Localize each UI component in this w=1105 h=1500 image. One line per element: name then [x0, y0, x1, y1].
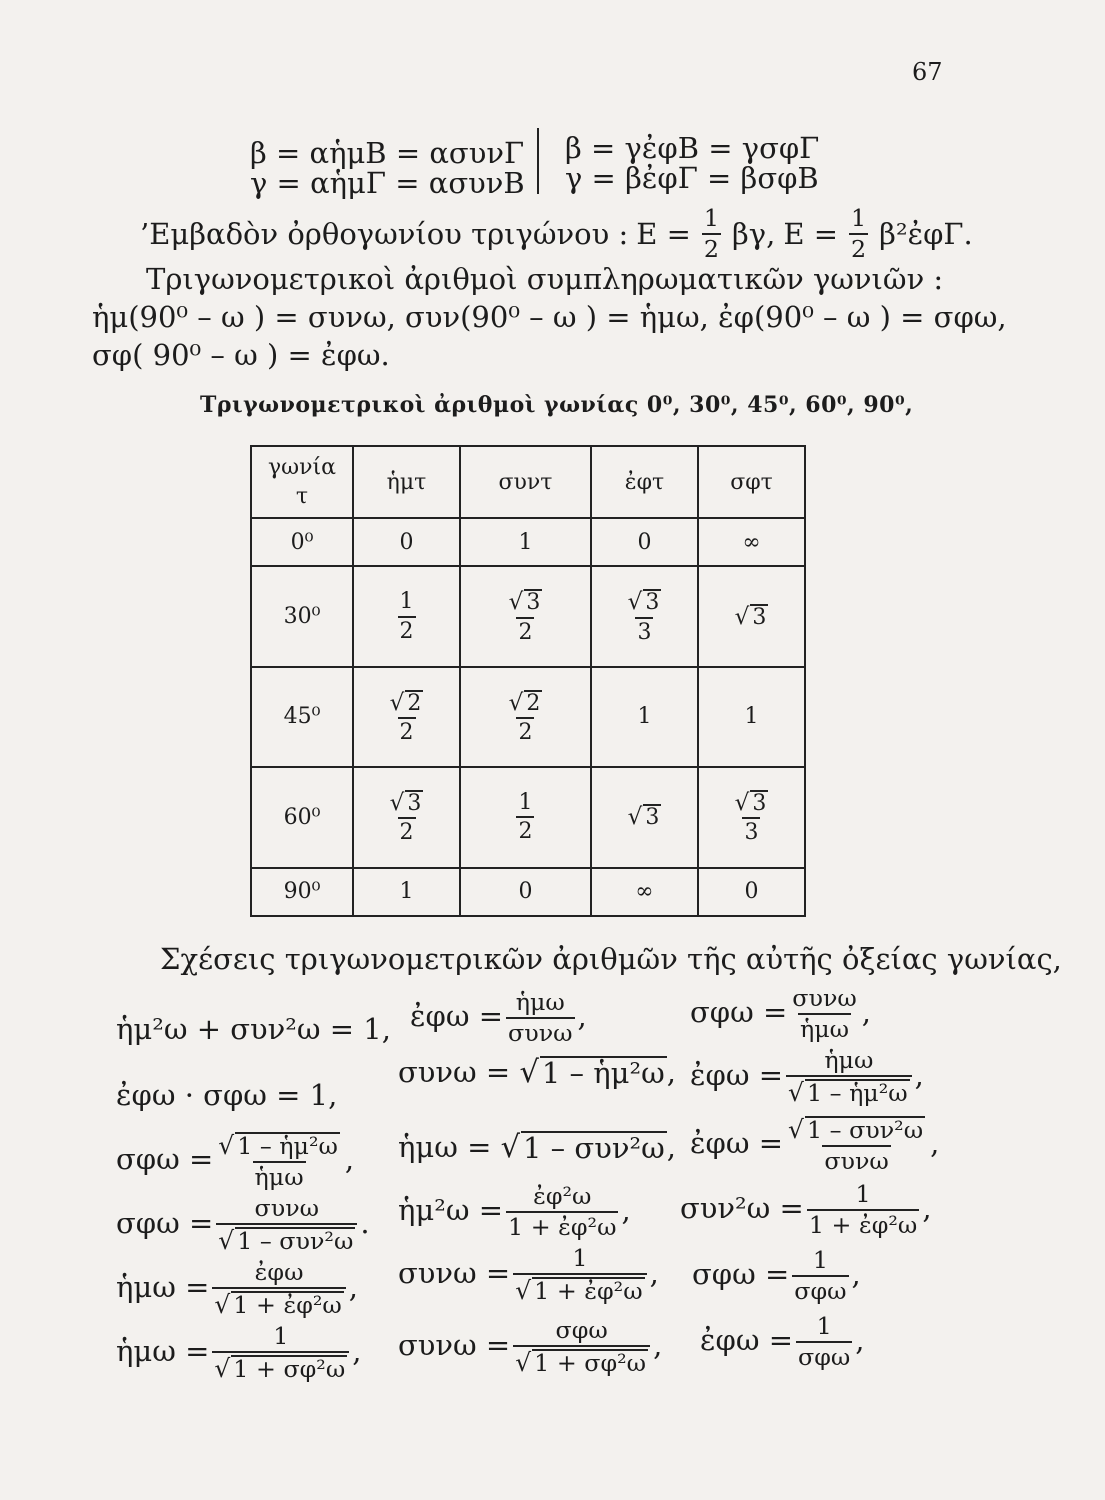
cell-angle: 45⁰ — [251, 667, 353, 767]
relation-right-2: γ = βἐφΓ = βσφΒ — [565, 161, 819, 195]
cos-60-num: 1 — [518, 790, 533, 816]
complementary-line-2: σφ( 90⁰ – ω ) = ἐφω. — [92, 338, 390, 372]
area-f2-rhs: β²ἐφΓ. — [879, 216, 973, 251]
r4b-lhs: ἡμ²ω = — [398, 1192, 504, 1227]
cell-cot: ∞ — [698, 518, 805, 566]
r4b-num: ἐφ²ω — [533, 1182, 592, 1210]
r3c-den: συνω — [824, 1146, 889, 1175]
sin-60-rad: 3 — [407, 791, 422, 817]
r4c-den: 1 + ἐφ²ω — [808, 1210, 918, 1239]
tan-30-rad: 3 — [645, 590, 660, 616]
cos-60-den: 2 — [516, 816, 534, 843]
r3c-rad: 1 – συν²ω — [806, 1116, 924, 1144]
sin-30-den: 2 — [398, 616, 416, 643]
r5c-num: 1 — [812, 1246, 828, 1274]
cell-cot: √ 3 — [698, 566, 805, 666]
r3a-lhs: σφω = — [116, 1141, 214, 1176]
cell-angle: 90⁰ — [251, 868, 353, 916]
complementary-line-1: ἡμ(90⁰ – ω ) = συνω, συν(90⁰ – ω ) = ἡμω, ἐφ(90⁰ – ω ) = σφω, — [92, 300, 1007, 334]
identity-tan-reciprocal — [700, 1314, 865, 1370]
table-header-row — [251, 446, 805, 518]
trig-values-table — [250, 445, 806, 917]
r5a-num: ἐφω — [254, 1258, 304, 1286]
identity-sin2-from-tan — [398, 1184, 631, 1240]
cell-tan: 1 — [591, 667, 698, 767]
r6c-den: σφω — [798, 1342, 851, 1371]
cell-tan: √ 3 — [591, 767, 698, 867]
page-number: 67 — [912, 58, 943, 86]
r4c-end: , — [922, 1190, 932, 1225]
identity-tan-def — [410, 990, 587, 1046]
cot-30-rad: 3 — [752, 604, 767, 630]
area-f1-lhs: Ε = — [636, 216, 691, 251]
identity-sin-from-tan: ἡμω = ἐφω √ 1 + ἐφ²ω , — [116, 1258, 358, 1319]
identity-cos-from-sin: συνω = √ 1 – ἡμ²ω , — [398, 1055, 676, 1091]
table-row — [251, 566, 805, 666]
cot-60-rad: 3 — [752, 791, 767, 817]
area-label: ’Εμβαδὸν ὀρθογωνίου τριγώνου : — [140, 216, 629, 251]
identity-cos-from-tan: συνω = 1 √ 1 + ἐφ²ω , — [398, 1244, 659, 1305]
r6b-num: σφω — [555, 1316, 608, 1344]
cell-sin: √ 2 2 — [353, 667, 460, 767]
r4c-lhs: συν²ω = — [680, 1190, 804, 1225]
r5b-rad: 1 + ἐφ²ω — [534, 1276, 643, 1305]
area-f1-num: 1 — [703, 204, 720, 232]
r5b-num: 1 — [572, 1244, 588, 1272]
cell-cos: √ 2 2 — [460, 667, 591, 767]
r6a-num: 1 — [273, 1322, 289, 1350]
r2b-rad: 1 – ἡμ²ω — [541, 1056, 665, 1091]
header-angle-bottom: τ — [295, 484, 309, 509]
r5c-end: , — [851, 1256, 861, 1291]
r6c-lhs: ἐφω = — [700, 1322, 794, 1357]
identity-sin-from-cos: ἡμω = √ 1 – συν²ω , — [398, 1130, 676, 1166]
r4a-rad: 1 – συν²ω — [237, 1226, 354, 1255]
tan-30-den: 3 — [635, 617, 653, 644]
cell-cot: 0 — [698, 868, 805, 916]
tan-60-rad: 3 — [645, 805, 660, 831]
sin-60-den: 2 — [398, 817, 416, 844]
r3b-rad: 1 – συν²ω — [523, 1131, 665, 1166]
relation-left-1: β = αἡμΒ = ασυνΓ — [250, 136, 525, 170]
relation-left-2: γ = αἡμΓ = ασυνΒ — [250, 166, 525, 200]
table-title: Τριγωνομετρικοὶ ἀριθμοὶ γωνίας 0⁰, 30⁰, 45⁰, 60⁰, 90⁰, — [200, 392, 914, 418]
sin-45-rad: 2 — [407, 690, 422, 716]
header-cos: συντ — [460, 446, 591, 518]
header-sin: ἡμτ — [353, 446, 460, 518]
header-tan: ἐφτ — [591, 446, 698, 518]
cell-cos: √ 3 2 — [460, 566, 591, 666]
area-f2-fraction — [849, 206, 868, 262]
area-f1-den: 2 — [703, 234, 720, 263]
r6c-num: 1 — [816, 1312, 832, 1340]
r6b-lhs: συνω = — [398, 1327, 511, 1362]
header-cot: σφτ — [698, 446, 805, 518]
r1b-lhs: ἐφω = — [410, 998, 504, 1033]
r2c-lhs: ἐφω = — [690, 1057, 784, 1092]
r6a-lhs: ἡμω = — [116, 1333, 210, 1368]
sin-30-num: 1 — [399, 589, 414, 615]
cell-angle: 60⁰ — [251, 767, 353, 867]
r6a-end: , — [352, 1333, 362, 1368]
r4c-num: 1 — [855, 1180, 871, 1208]
r1c-lhs: σφω = — [690, 994, 788, 1029]
area-f2-den: 2 — [851, 234, 867, 263]
r1b-end: , — [577, 998, 587, 1033]
r3a-rad: 1 – ἡμ²ω — [237, 1132, 338, 1160]
identity-sin-from-cot: ἡμω = 1 √ 1 + σφ²ω , — [116, 1322, 362, 1383]
area-f1-rhs: βγ, — [732, 216, 776, 251]
identity-cos2-from-tan — [680, 1182, 932, 1238]
r4a-lhs: σφω = — [116, 1205, 214, 1240]
cos-45-den: 2 — [516, 717, 534, 744]
r1c-den: ἡμω — [799, 1014, 850, 1043]
table-row — [251, 518, 805, 566]
table-row — [251, 667, 805, 767]
identity-tan-cot-product: ἐφω · σφω = 1, — [116, 1078, 338, 1112]
header-angle — [251, 446, 353, 518]
cot-60-den: 3 — [742, 817, 760, 844]
r2b-end: , — [666, 1055, 676, 1089]
identity-tan-from-cos: ἐφω = √ 1 – συν²ω συνω , — [690, 1115, 940, 1175]
r4b-den: 1 + ἐφ²ω — [508, 1212, 617, 1241]
identity-tan-from-sin: ἐφω = ἡμω √ 1 – ἡμ²ω , — [690, 1046, 924, 1107]
table-row — [251, 868, 805, 916]
r2c-num: ἡμω — [824, 1046, 874, 1074]
r3a-den: ἡμω — [254, 1162, 304, 1191]
cos-30-rad: 3 — [526, 590, 541, 616]
r2c-end: , — [914, 1057, 924, 1092]
cell-angle: 30⁰ — [251, 566, 353, 666]
r2b-lhs: συνω = — [398, 1055, 511, 1089]
area-f2-lhs: Ε = — [783, 216, 839, 251]
cos-30-den: 2 — [516, 617, 534, 644]
identity-pythagorean: ἡμ²ω + συν²ω = 1, — [116, 1012, 391, 1046]
r3b-end: , — [666, 1130, 676, 1164]
r2c-rad: 1 – ἡμ²ω — [806, 1078, 908, 1107]
r5a-end: , — [348, 1269, 358, 1304]
r4b-end: , — [621, 1192, 631, 1227]
cos-45-rad: 2 — [526, 690, 541, 716]
area-f1-fraction — [702, 206, 721, 262]
identity-cot-def — [690, 986, 871, 1042]
cell-angle: 0⁰ — [251, 518, 353, 566]
cell-cot: √ 3 3 — [698, 767, 805, 867]
r1b-num: ἡμω — [515, 988, 565, 1016]
r4a-num: συνω — [254, 1194, 320, 1222]
r6c-end: , — [855, 1322, 865, 1357]
cell-tan: √ 3 3 — [591, 566, 698, 666]
cell-cos: 1 — [460, 518, 591, 566]
identity-cos-from-cot: συνω = σφω √ 1 + σφ²ω , — [398, 1316, 663, 1377]
relation-right-1: β = γἐφΒ = γσφΓ — [565, 131, 820, 165]
r5a-lhs: ἡμω = — [116, 1269, 210, 1304]
area-f2-num: 1 — [851, 204, 867, 232]
identity-cot-reciprocal — [692, 1248, 861, 1304]
cell-tan: ∞ — [591, 868, 698, 916]
cell-cos — [460, 767, 591, 867]
cell-cot: 1 — [698, 667, 805, 767]
cell-cos: 0 — [460, 868, 591, 916]
r3b-lhs: ἡμω = — [398, 1130, 492, 1164]
r1b-den: συνω — [508, 1018, 573, 1047]
r3a-end: , — [344, 1141, 355, 1176]
cell-tan: 0 — [591, 518, 698, 566]
r6b-rad: 1 + σφ²ω — [534, 1348, 647, 1377]
r6a-rad: 1 + σφ²ω — [233, 1354, 346, 1383]
header-angle-top: γωνία — [268, 455, 336, 480]
r4a-end: . — [360, 1205, 370, 1240]
r5b-end: , — [649, 1255, 659, 1290]
r5b-lhs: συνω = — [398, 1255, 511, 1290]
identity-cot-from-sin: σφω = √ 1 – ἡμ²ω ἡμω , — [116, 1131, 355, 1191]
r3c-lhs: ἐφω = — [690, 1125, 784, 1160]
r5a-rad: 1 + ἐφ²ω — [233, 1290, 342, 1319]
r1c-end: , — [861, 994, 871, 1029]
identity-cot-from-cos: σφω = συνω √ 1 – συν²ω . — [116, 1194, 370, 1255]
table-row — [251, 767, 805, 867]
area-formula — [140, 206, 973, 262]
relations-divider — [537, 128, 539, 194]
cell-sin — [353, 566, 460, 666]
cell-sin: 1 — [353, 868, 460, 916]
r1c-num: συνω — [792, 984, 857, 1012]
identities-heading: Σχέσεις τριγωνομετρικῶν ἀριθμῶν τῆς αὐτῆς ὀξείας γωνίας, — [160, 942, 1062, 976]
r6b-end: , — [653, 1327, 663, 1362]
r3c-end: , — [930, 1125, 940, 1160]
r5c-den: σφω — [794, 1276, 847, 1305]
r5c-lhs: σφω = — [692, 1256, 790, 1291]
cell-sin: √ 3 2 — [353, 767, 460, 867]
complementary-heading: Τριγωνομετρικοὶ ἀριθμοὶ συμπληρωματικῶν γωνιῶν : — [146, 262, 944, 296]
sin-45-den: 2 — [398, 717, 416, 744]
cell-sin: 0 — [353, 518, 460, 566]
